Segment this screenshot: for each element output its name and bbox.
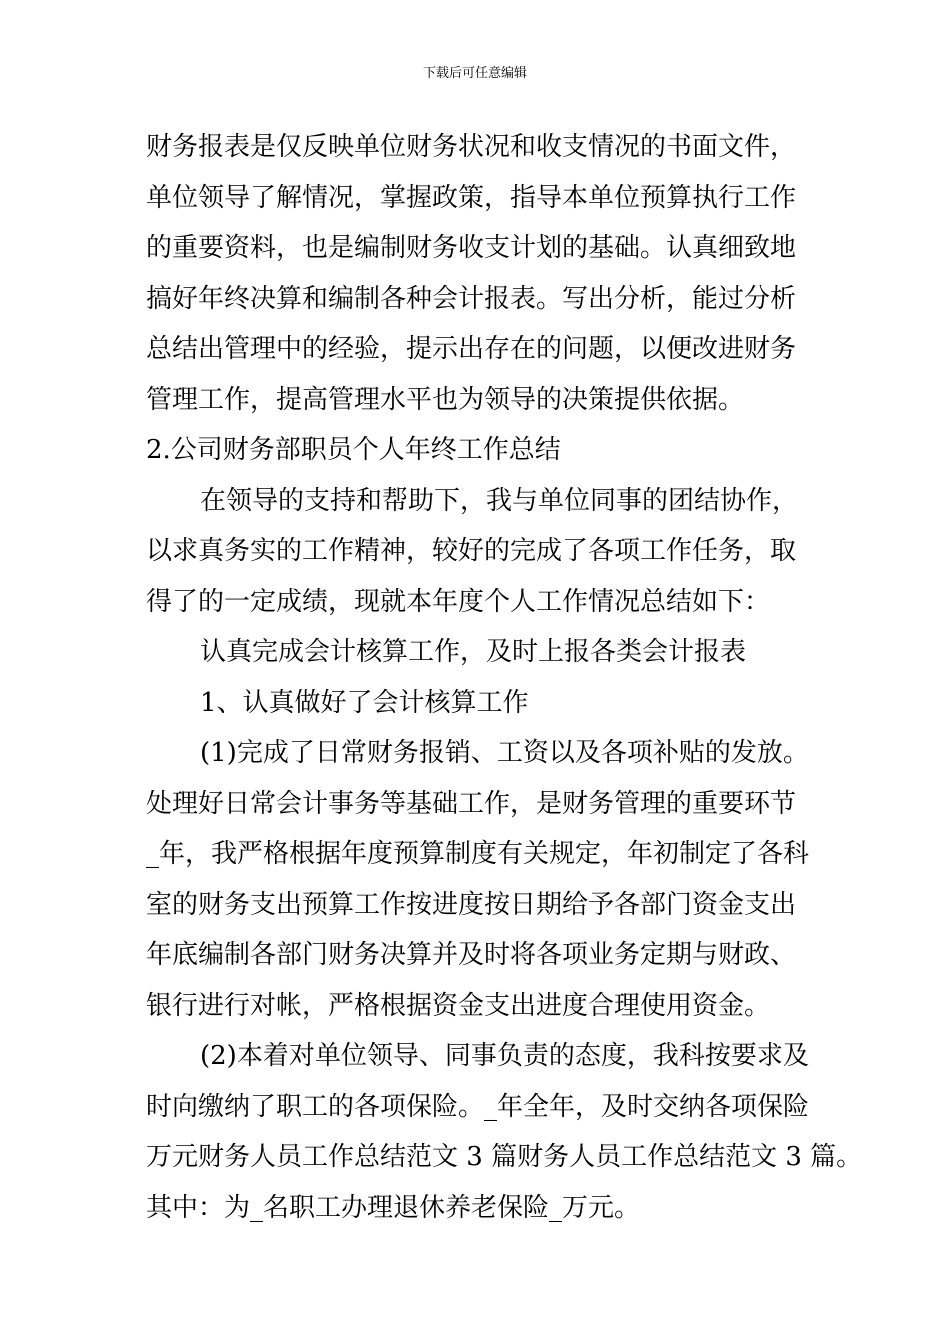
text-line-10: 得了的一定成绩，现就本年度个人工作情况总结如下：: [146, 586, 771, 617]
text-line-20: 时向缴纳了职工的各项保险。_年全年，及时交纳各项保险: [146, 1091, 810, 1122]
text-line-14: 处理好日常会计事务等基础工作，是财务管理的重要环节: [146, 788, 797, 819]
document-body: [146, 122, 863, 1233]
item-heading: 1、认真做好了会计核算工作: [200, 687, 529, 718]
text-line-15: _年，我严格根据年度预算制度有关规定，年初制定了各科: [146, 839, 810, 869]
subsection-heading: 认真完成会计核算工作，及时上报各类会计报表: [200, 637, 747, 667]
text-line-9: 以求真务实的工作精神，较好的完成了各项工作任务，取: [146, 536, 797, 566]
text-line-16: 室的财务支出预算工作按进度按日期给予各部门资金支出: [146, 889, 797, 920]
page-header: 下载后可任意编辑: [422, 66, 527, 81]
text-line-22: 其中：为_名职工办理退休养老保险_万元。: [146, 1192, 641, 1223]
text-line-1: 财务报表是仅反映单位财务状况和收支情况的书面文件，: [146, 132, 797, 162]
text-line-18: 银行进行对帐，严格根据资金支出进度合理使用资金。: [146, 990, 771, 1021]
text-line-8: 在领导的支持和帮助下，我与单位同事的团结协作，: [200, 485, 799, 516]
text-line-3: 的重要资料，也是编制财务收支计划的基础。认真细致地: [146, 233, 797, 263]
text-line-2: 单位领导了解情况，掌握政策，指导本单位预算执行工作: [146, 182, 797, 213]
text-line-13: (1)完成了日常财务报销、工资以及各项补贴的发放。: [200, 738, 809, 768]
section-heading: 2.公司财务部职员个人年终工作总结: [146, 435, 561, 465]
text-line-21: 万元财务人员工作总结范文 3 篇财务人员工作总结范文 3 篇。: [146, 1142, 863, 1172]
text-line-19: (2)本着对单位领导、同事负责的态度，我科按要求及: [200, 1041, 809, 1071]
text-line-4: 搞好年终决算和编制各种会计报表。写出分析，能过分析: [146, 283, 797, 314]
text-line-5: 总结出管理中的经验，提示出存在的问题，以便改进财务: [146, 334, 797, 364]
text-line-6: 管理工作，提高管理水平也为领导的决策提供依据。: [146, 384, 745, 415]
text-line-17: 年底编制各部门财务决算并及时将各项业务定期与财政、: [146, 940, 797, 970]
